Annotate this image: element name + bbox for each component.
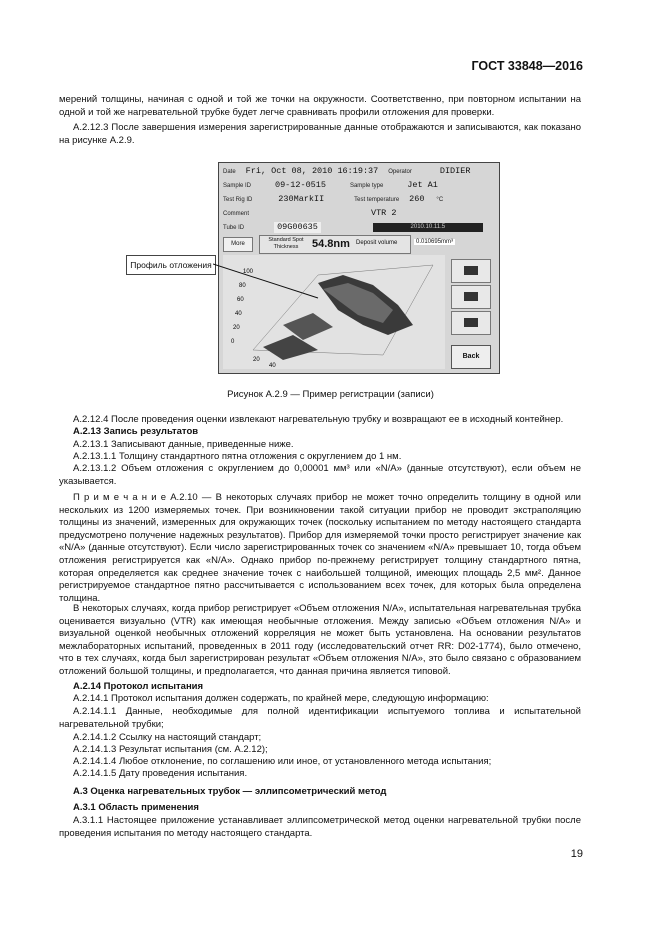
tube-label: Tube ID [223, 225, 245, 231]
comment-label: Comment [223, 211, 250, 217]
export-icon [464, 266, 478, 275]
callout-leader-line [213, 262, 323, 302]
operator-value: DIDIER [439, 166, 471, 176]
date-label: Date [223, 169, 236, 175]
paragraph-a21412: A.2.14.1.2 Ссылку на настоящий стандарт; [73, 732, 262, 743]
document-header: ГОСТ 33848—2016 [471, 59, 583, 73]
comment-value: VTR 2 [370, 208, 397, 218]
paragraph-a2124: A.2.12.4 После проведения оценки извлекают нагревательную трубку и возвращают ее в исходный контейнер. [73, 414, 564, 425]
tube-progress-bar: 2010.10.11.5 [373, 223, 483, 232]
report-icon [464, 318, 478, 327]
paragraph-a21311: A.2.13.1.1 Толщину стандартного пятна отложения с округлением до 1 нм. [73, 451, 402, 462]
axis-label: 40 [235, 311, 242, 317]
back-button[interactable]: Back [451, 345, 491, 369]
figure-caption: Рисунок А.2.9 — Пример регистрации (записи) [227, 389, 434, 400]
rig-label: Test Rig ID [223, 197, 253, 203]
tube-value: 09G00635 [274, 222, 321, 233]
spot-thickness-label: Standard Spot Thickness [268, 237, 304, 250]
page-number: 19 [570, 848, 583, 860]
paragraph-a21414: A.2.14.1.4 Любое отклонение, по соглашению или иное, от установленного метода испытания; [73, 756, 492, 767]
axis-label: 100 [243, 269, 254, 275]
deposit-volume-label: Deposit volume [356, 240, 398, 246]
temp-unit: °C [436, 197, 444, 203]
report-button[interactable] [451, 311, 491, 335]
paragraph-a311: A.3.1.1 Настоящее приложение устанавливает эллипсометрической метод оценки нагревательной трубки после проведения испытания по методу настоящего стандарта. [59, 815, 581, 839]
view-icon [464, 292, 478, 301]
rig-value: 230MarkII [278, 194, 325, 204]
heading-a214: A.2.14 Протокол испытания [73, 681, 204, 692]
deposit-volume-value: 0.010695mm³ [416, 239, 454, 245]
note-text: — В некоторых случаях прибор не может точно определить толщину в одной или нескольких из 1200 измеряемых точек. При возникновении такой ситуации прибор не проводит экстраполяцию толщины из значений, измеренных для окружающих точек (поскольку испытанием по методу настоящего стандарта предусмотрено получение надежных результатов). Прибор для измеряемой точки просто регистрирует значение как «N/A» (данные отсутствуют). Если число зарегистрированных точек со значением «N/A» превышает 10, тогда объем отложения регистрируется как «N/A». Однако прибор по-прежнему регистрирует толщину стандартного пятна, которая определяется как среднее значение точек с наибольшей толщиной, имеющих площадь 2,5 мм². Данное регистрируемое стандартное пятно рассчитывается с использованием всех точек, для которых была определена толщина. [59, 492, 581, 604]
sample-id-label: Sample ID [223, 183, 252, 189]
paragraph-a2123: A.2.12.3 После завершения измерения зарегистрированные данные отображаются и записываются, как показано на рисунке A.2.9. [59, 122, 581, 146]
heading-a3: A.3 Оценка нагревательных трубок — эллипсометрический метод [73, 786, 387, 797]
paragraph-a21415: A.2.14.1.5 Дату проведения испытания. [73, 768, 248, 779]
sample-type-label: Sample type [349, 183, 384, 189]
view-button[interactable] [451, 285, 491, 309]
axis-label: 40 [269, 363, 276, 369]
axis-label: 20 [233, 325, 240, 331]
more-button[interactable]: More [223, 237, 253, 252]
operator-label: Operator [388, 169, 412, 175]
paragraph-a21312: A.2.13.1.2 Объем отложения с округлением до 0,00001 мм³ или «N/A» (данные отсутствуют), если объем не указывается. [59, 463, 581, 487]
axis-label: 60 [237, 297, 244, 303]
temp-value: 260 [409, 194, 425, 204]
heading-a31: A.3.1 Область применения [73, 802, 199, 813]
note-label: П р и м е ч а н и е A.2.10 [73, 492, 198, 503]
date-value: Fri, Oct 08, 2010 16:19:37 [245, 166, 379, 176]
export-button[interactable] [451, 259, 491, 283]
intro-paragraph: мерений толщины, начиная с одной и той же точки на окружности. Соответственно, при повторном испытании на одной и той же нагревательной трубке будет легче сравнивать профили отложения для проверки. [59, 94, 581, 118]
temp-label: Test temperature [354, 197, 400, 203]
note-a210 [59, 492, 581, 605]
deposit-profile-callout: Профиль отложения [126, 255, 216, 275]
spot-thickness-value: 54.8nm [312, 238, 350, 250]
sample-type-value: Jet A1 [407, 180, 438, 190]
paragraph-a21411: A.2.14.1.1 Данные, необходимые для полной идентификации испытуемого топлива и испытательной нагревательной трубки; [59, 706, 581, 730]
paragraph-a21413: A.2.14.1.3 Результат испытания (см. A.2.12); [73, 744, 268, 755]
paragraph-a2141: A.2.14.1 Протокол испытания должен содержать, по крайней мере, следующую информацию: [73, 693, 489, 704]
sample-id-value: 09-12-0515 [274, 180, 326, 190]
heading-a213: A.2.13 Запись результатов [73, 426, 199, 437]
paragraph-a2131: A.2.13.1 Записывают данные, приведенные ниже. [73, 439, 294, 450]
paragraph-vtr: В некоторых случаях, когда прибор регистрирует «Объем отложения N/A», испытательная нагревательная трубка оценивается визуально (VTR) как имеющая необычные отложения. Между записью «Объем отложения N/A» и визуальной оценкой необычных отложений корреляция не может быть установлена. На основании результатов межлабораторных испытаний, проведенных в 2011 году (исследовательский отчет RR: D02-1774), было отмечено, что в тех случаях, когда был зарегистрирован результат «Объем отложения N/A», это было связано с образованием отложений большой толщины, и предполагается, что данная причина является типовой. [59, 603, 581, 677]
axis-label: 20 [253, 357, 260, 363]
axis-label: 0 [231, 339, 235, 345]
axis-label: 80 [239, 283, 246, 289]
